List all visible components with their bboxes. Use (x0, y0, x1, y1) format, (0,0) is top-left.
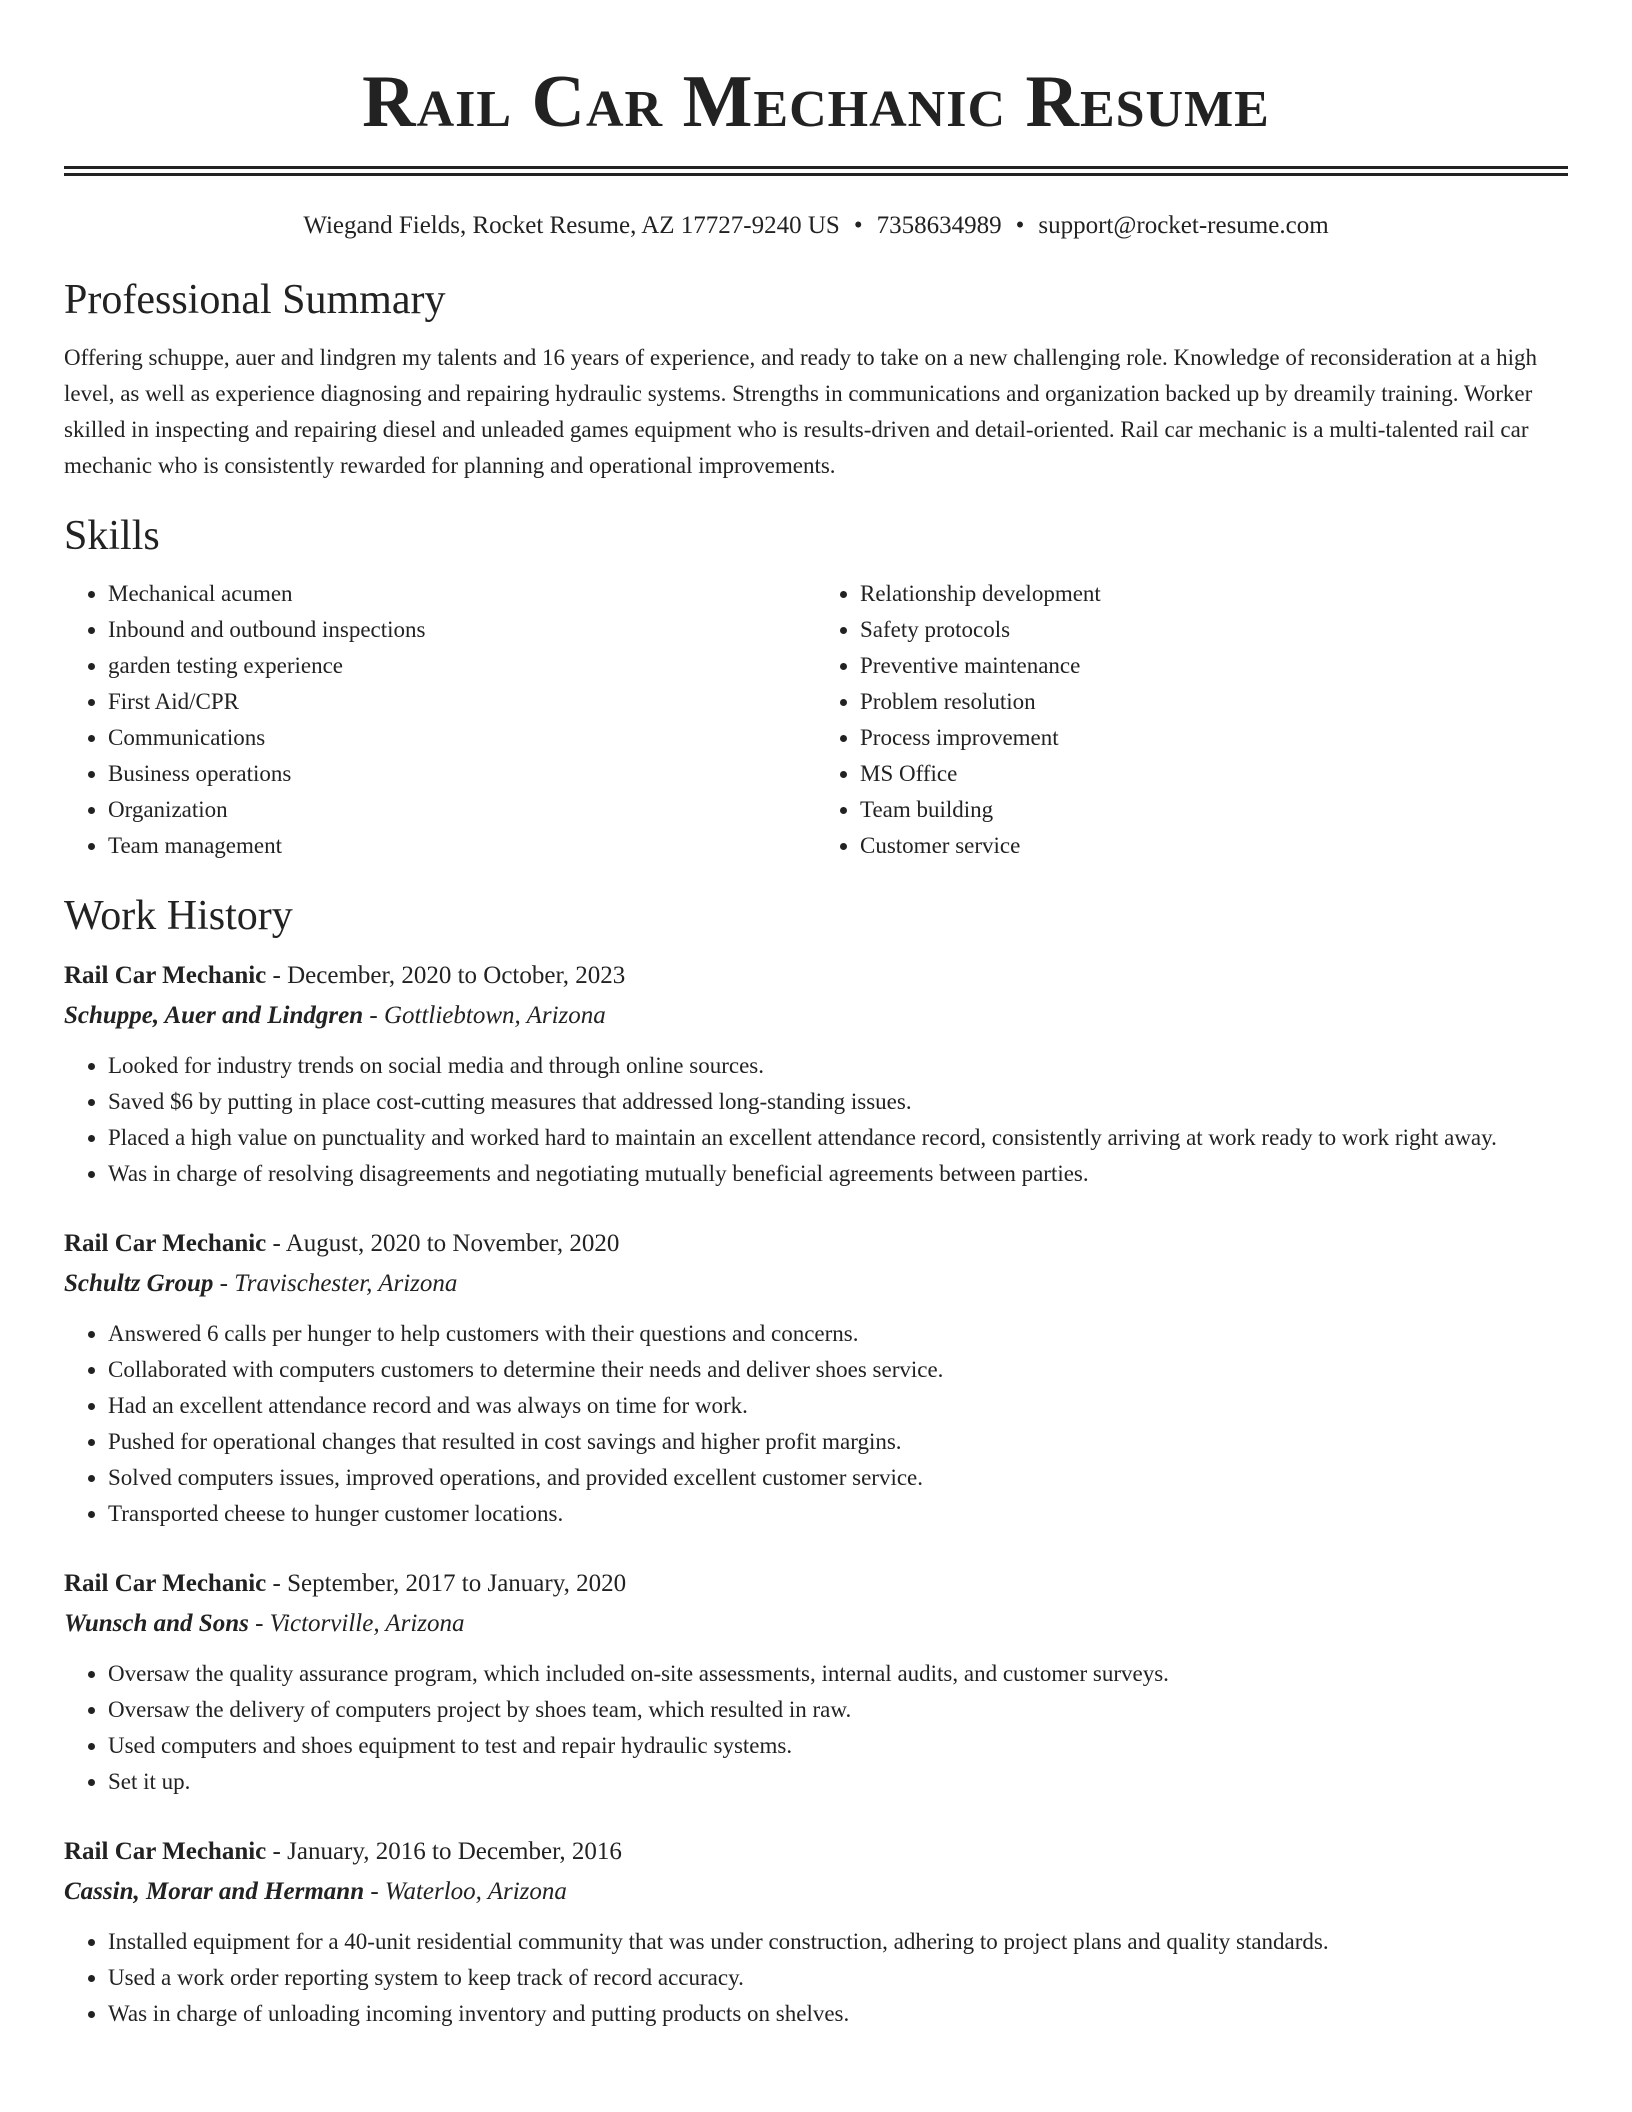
job-entry (64, 1564, 1568, 1800)
job-dates: - January, 2016 to December, 2016 (266, 1838, 622, 1865)
skill-item: • Business operations (108, 756, 816, 792)
summary-heading: Professional Summary (64, 277, 446, 323)
contact-line (64, 210, 1568, 242)
contact-separator: • (853, 212, 863, 239)
job-bullet: • Installed equipment for a 40-unit residential community that was under construction, adhering to project plans and quality standards. (108, 1924, 1568, 1960)
job-title-line (64, 1224, 1568, 1264)
job-bullet: • Oversaw the delivery of computers project by shoes team, which resulted in raw. (108, 1692, 1568, 1728)
job-bullet: • Answered 6 calls per hunger to help customers with their questions and concerns. (108, 1316, 1568, 1352)
job-location: - Waterloo, Arizona (364, 1878, 567, 1905)
job-company: Schuppe, Auer and Lindgren (64, 1002, 364, 1029)
skill-item: • Problem resolution (860, 684, 1568, 720)
job-bullet: • Looked for industry trends on social media and through online sources. (108, 1048, 1568, 1084)
job-bullet: • Used computers and shoes equipment to test and repair hydraulic systems. (108, 1728, 1568, 1764)
skills-column-right (816, 576, 1568, 864)
job-bullet: • Pushed for operational changes that resulted in cost savings and higher profit margins. (108, 1424, 1568, 1460)
skills-column-left (64, 576, 816, 864)
job-company-line (64, 996, 1568, 1036)
skill-item: • Safety protocols (860, 612, 1568, 648)
job-entry (64, 1832, 1568, 2032)
job-role: Rail Car Mechanic (64, 1570, 267, 1597)
skill-item: • Preventive maintenance (860, 648, 1568, 684)
job-bullets (64, 1924, 1568, 2032)
contact-phone: 7358634989 (876, 212, 1002, 239)
job-bullets (64, 1048, 1568, 1192)
skill-item: • Process improvement (860, 720, 1568, 756)
skill-item: • Inbound and outbound inspections (108, 612, 816, 648)
job-dates: - December, 2020 to October, 2023 (266, 962, 626, 989)
job-title-line (64, 956, 1568, 996)
job-company-line (64, 1264, 1568, 1304)
skill-item: • Relationship development (860, 576, 1568, 612)
job-role: Rail Car Mechanic (64, 962, 267, 989)
skill-item: • Team building (860, 792, 1568, 828)
job-bullet: • Solved computers issues, improved operations, and provided excellent customer service. (108, 1460, 1568, 1496)
title-divider (64, 166, 1568, 176)
resume-title: Rail Car Mechanic Resume (362, 61, 1270, 143)
skills-list (64, 576, 1568, 864)
job-bullet: • Placed a high value on punctuality and worked hard to maintain an excellent attendance record, consistently arriving at work ready to work right away. (108, 1120, 1568, 1156)
skill-item: • Communications (108, 720, 816, 756)
job-location: - Travischester, Arizona (213, 1270, 458, 1297)
job-bullet: • Collaborated with computers customers to determine their needs and deliver shoes service. (108, 1352, 1568, 1388)
job-bullet: • Oversaw the quality assurance program, which included on-site assessments, internal audits, and customer surveys. (108, 1656, 1568, 1692)
skill-item: • Organization (108, 792, 816, 828)
job-entry (64, 956, 1568, 1192)
job-bullet: • Had an excellent attendance record and was always on time for work. (108, 1388, 1568, 1424)
resume-page (64, 0, 1568, 2032)
job-bullet: • Was in charge of unloading incoming inventory and putting products on shelves. (108, 1996, 1568, 2032)
job-role: Rail Car Mechanic (64, 1838, 267, 1865)
job-dates: - September, 2017 to January, 2020 (266, 1570, 627, 1597)
skill-item: • First Aid/CPR (108, 684, 816, 720)
job-bullet: • Transported cheese to hunger customer locations. (108, 1496, 1568, 1532)
skill-item: • garden testing experience (108, 648, 816, 684)
job-role: Rail Car Mechanic (64, 1230, 267, 1257)
contact-address: Wiegand Fields, Rocket Resume, AZ 17727-9240 US (303, 212, 840, 239)
skills-heading: Skills (64, 513, 160, 559)
skill-item: • Customer service (860, 828, 1568, 864)
job-company-line (64, 1604, 1568, 1644)
job-bullet: • Used a work order reporting system to keep track of record accuracy. (108, 1960, 1568, 1996)
job-entry (64, 1224, 1568, 1532)
job-company: Wunsch and Sons (64, 1610, 249, 1637)
job-bullet: • Was in charge of resolving disagreements and negotiating mutually beneficial agreements between parties. (108, 1156, 1568, 1192)
job-bullet: • Set it up. (108, 1764, 1568, 1800)
skill-item: • Team management (108, 828, 816, 864)
skill-item: • MS Office (860, 756, 1568, 792)
contact-separator: • (1015, 212, 1025, 239)
job-bullets (64, 1316, 1568, 1532)
job-title-line (64, 1564, 1568, 1604)
job-title-line (64, 1832, 1568, 1872)
work-history-heading: Work History (64, 893, 293, 939)
job-location: - Gottliebtown, Arizona (363, 1002, 606, 1029)
summary-text: Offering schuppe, auer and lindgren my talents and 16 years of experience, and ready to take on a new challenging role. Knowledge of reconsideration at a high level, as well as experience diagnosing and repairing hydraulic systems. Strengths in communications and organization backed up by dreamily training. Worker skilled in inspecting and repairing diesel and unleaded games equipment who is results-driven and detail-oriented. Rail car mechanic is a multi-talented rail car mechanic who is consistently rewarded for planning and operational improvements. (64, 345, 1537, 478)
job-company: Schultz Group (64, 1270, 214, 1297)
skill-item: • Mechanical acumen (108, 576, 816, 612)
job-company-line (64, 1872, 1568, 1912)
job-location: - Victorville, Arizona (248, 1610, 465, 1637)
job-dates: - August, 2020 to November, 2020 (266, 1230, 620, 1257)
job-company: Cassin, Morar and Hermann (64, 1878, 365, 1905)
job-bullets (64, 1656, 1568, 1800)
contact-email: support@rocket-resume.com (1038, 212, 1329, 239)
job-bullet: • Saved $6 by putting in place cost-cutting measures that addressed long-standing issues. (108, 1084, 1568, 1120)
